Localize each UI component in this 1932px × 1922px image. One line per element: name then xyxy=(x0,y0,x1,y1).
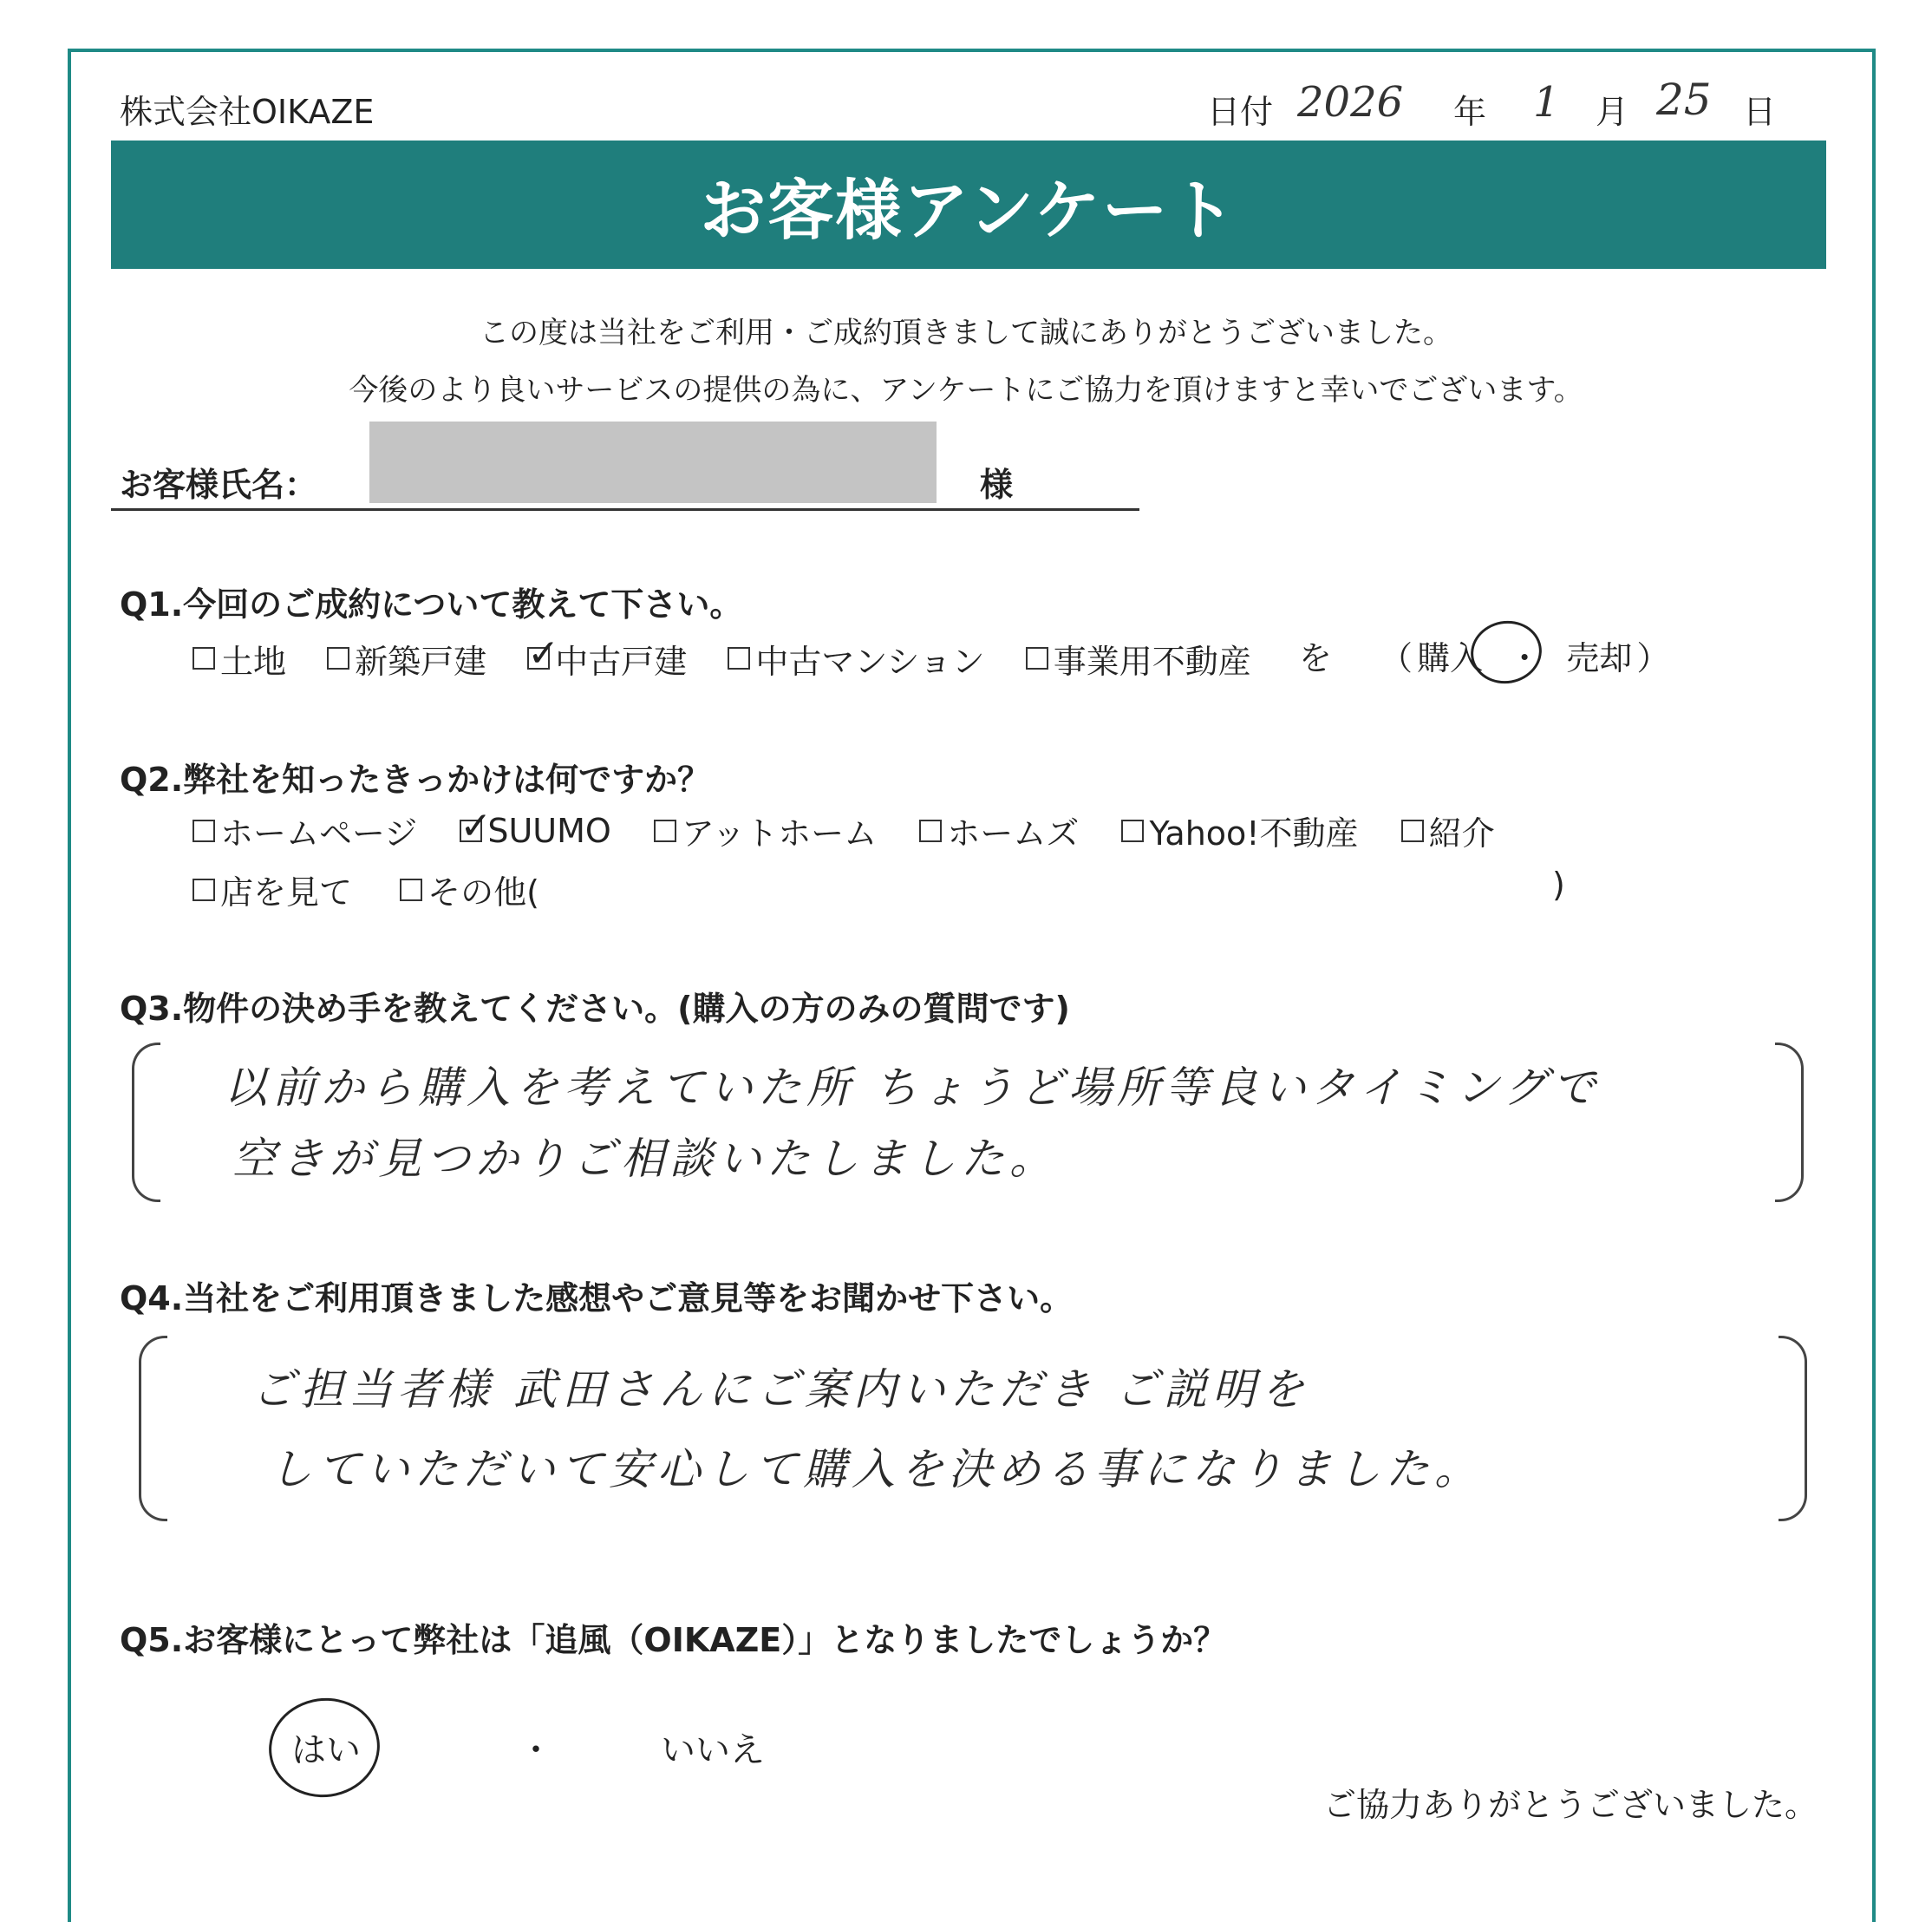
checkbox-icon[interactable] xyxy=(327,647,349,670)
q4-title: Q4.当社をご利用頂きました感想やご意見等をお聞かせ下さい。 xyxy=(120,1279,1074,1317)
q3-answer-line-2: 空きが見つかりご相談いたしました。 xyxy=(232,1134,1058,1184)
checkbox-icon[interactable] xyxy=(1026,647,1048,670)
q5-title: Q5.お客様にとって弊社は「追風（OIKAZE）」となりましたでしょうか？ xyxy=(120,1621,1227,1659)
q5-separator: ・ xyxy=(519,1730,553,1770)
day-label: 日 xyxy=(1743,93,1777,131)
checkbox-icon[interactable] xyxy=(1121,820,1144,842)
date-label: 日付 xyxy=(1207,93,1274,131)
checkbox-checked-icon[interactable] xyxy=(460,820,482,842)
customer-name-label: お客様氏名： xyxy=(120,466,318,504)
date-day: 25 xyxy=(1656,75,1712,125)
q1-option-used-house[interactable]: ✓ 中古戸建 xyxy=(527,635,687,683)
q2-option-referral[interactable]: 紹介 xyxy=(1401,807,1495,854)
footer-thanks: ご協力ありがとうございました。 xyxy=(1323,1786,1818,1824)
q1-connector: を xyxy=(1298,639,1332,677)
checkbox-icon[interactable] xyxy=(654,820,676,842)
intro-line-1: この度は当社をご利用・ご成約頂きまして誠にありがとうございました。 xyxy=(480,316,1452,350)
q2-options-row1 xyxy=(193,807,1495,854)
q4-answer-line-1: ご担当者様 武田さんにご案内いただき ご説明を xyxy=(251,1364,1309,1415)
survey-title: お客様アンケート xyxy=(111,141,1826,269)
q2-option-yahoo[interactable]: Yahoo!不動産 xyxy=(1121,807,1358,854)
year-label: 年 xyxy=(1453,93,1487,131)
q1-options xyxy=(193,631,1669,683)
q1-paren-open: （ xyxy=(1379,639,1413,677)
q1-purchase[interactable]: 購入 xyxy=(1417,639,1484,677)
checkbox-icon[interactable] xyxy=(1401,820,1424,842)
q1-paren-close: ） xyxy=(1636,639,1670,677)
checkbox-icon[interactable] xyxy=(400,879,422,901)
q2-option-homepage[interactable]: ホームページ xyxy=(193,807,417,854)
customer-name-suffix: 様 xyxy=(980,466,1014,504)
q1-option-new-house[interactable]: 新築戸建 xyxy=(327,635,486,683)
q1-option-land[interactable]: 土地 xyxy=(193,635,286,683)
date-year: 2026 xyxy=(1297,78,1404,127)
q2-option-store[interactable]: 店を見て xyxy=(193,866,352,913)
q1-title: Q1.今回のご成約について教えて下さい。 xyxy=(120,585,743,624)
q1-option-used-mansion[interactable]: 中古マンション xyxy=(728,635,984,683)
month-label: 月 xyxy=(1596,93,1629,131)
company-name: 株式会社OIKAZE xyxy=(120,93,375,131)
q3-answer-line-1: 以前から購入を考えていた所 ちょうど場所等良いタイミングで xyxy=(224,1062,1601,1113)
q3-answer-box[interactable] xyxy=(132,1043,1804,1202)
q4-answer-line-2: していただいて安心して購入を決める事になりました。 xyxy=(269,1444,1483,1494)
checkbox-checked-icon[interactable] xyxy=(527,647,550,670)
q1-sale[interactable]: 売却 xyxy=(1566,639,1633,677)
checkbox-icon[interactable] xyxy=(728,647,750,670)
q1-separator: ・ xyxy=(1508,639,1542,677)
checkbox-icon[interactable] xyxy=(193,879,215,901)
q2-other-close: ) xyxy=(1552,866,1565,904)
q2-option-homes[interactable]: ホームズ xyxy=(919,807,1079,854)
q2-option-other[interactable]: その他( xyxy=(400,866,539,913)
checkbox-icon[interactable] xyxy=(919,820,942,842)
date-month: 1 xyxy=(1533,78,1560,127)
customer-name-underline xyxy=(111,508,1139,511)
q3-title: Q3.物件の決め手を教えてください。(購入の方のみの質問です) xyxy=(120,990,1070,1028)
intro-line-2: 今後のより良いサービスの提供の為に、アンケートにご協力を頂けますと幸いでございます。 xyxy=(349,373,1583,408)
q2-title: Q2.弊社を知ったきっかけは何ですか？ xyxy=(120,761,711,799)
q1-option-business[interactable]: 事業用不動産 xyxy=(1026,635,1251,683)
q2-option-athome[interactable]: アットホーム xyxy=(654,807,877,854)
q5-yes[interactable]: はい xyxy=(291,1730,361,1770)
q5-no[interactable]: いいえ xyxy=(661,1730,765,1770)
checkbox-icon[interactable] xyxy=(193,647,215,670)
checkbox-icon[interactable] xyxy=(193,820,215,842)
customer-name-redacted xyxy=(369,422,937,503)
q2-options-row2 xyxy=(193,866,539,913)
q4-answer-box[interactable] xyxy=(139,1336,1807,1521)
q2-option-suumo[interactable]: ✓ SUUMO xyxy=(460,812,610,850)
